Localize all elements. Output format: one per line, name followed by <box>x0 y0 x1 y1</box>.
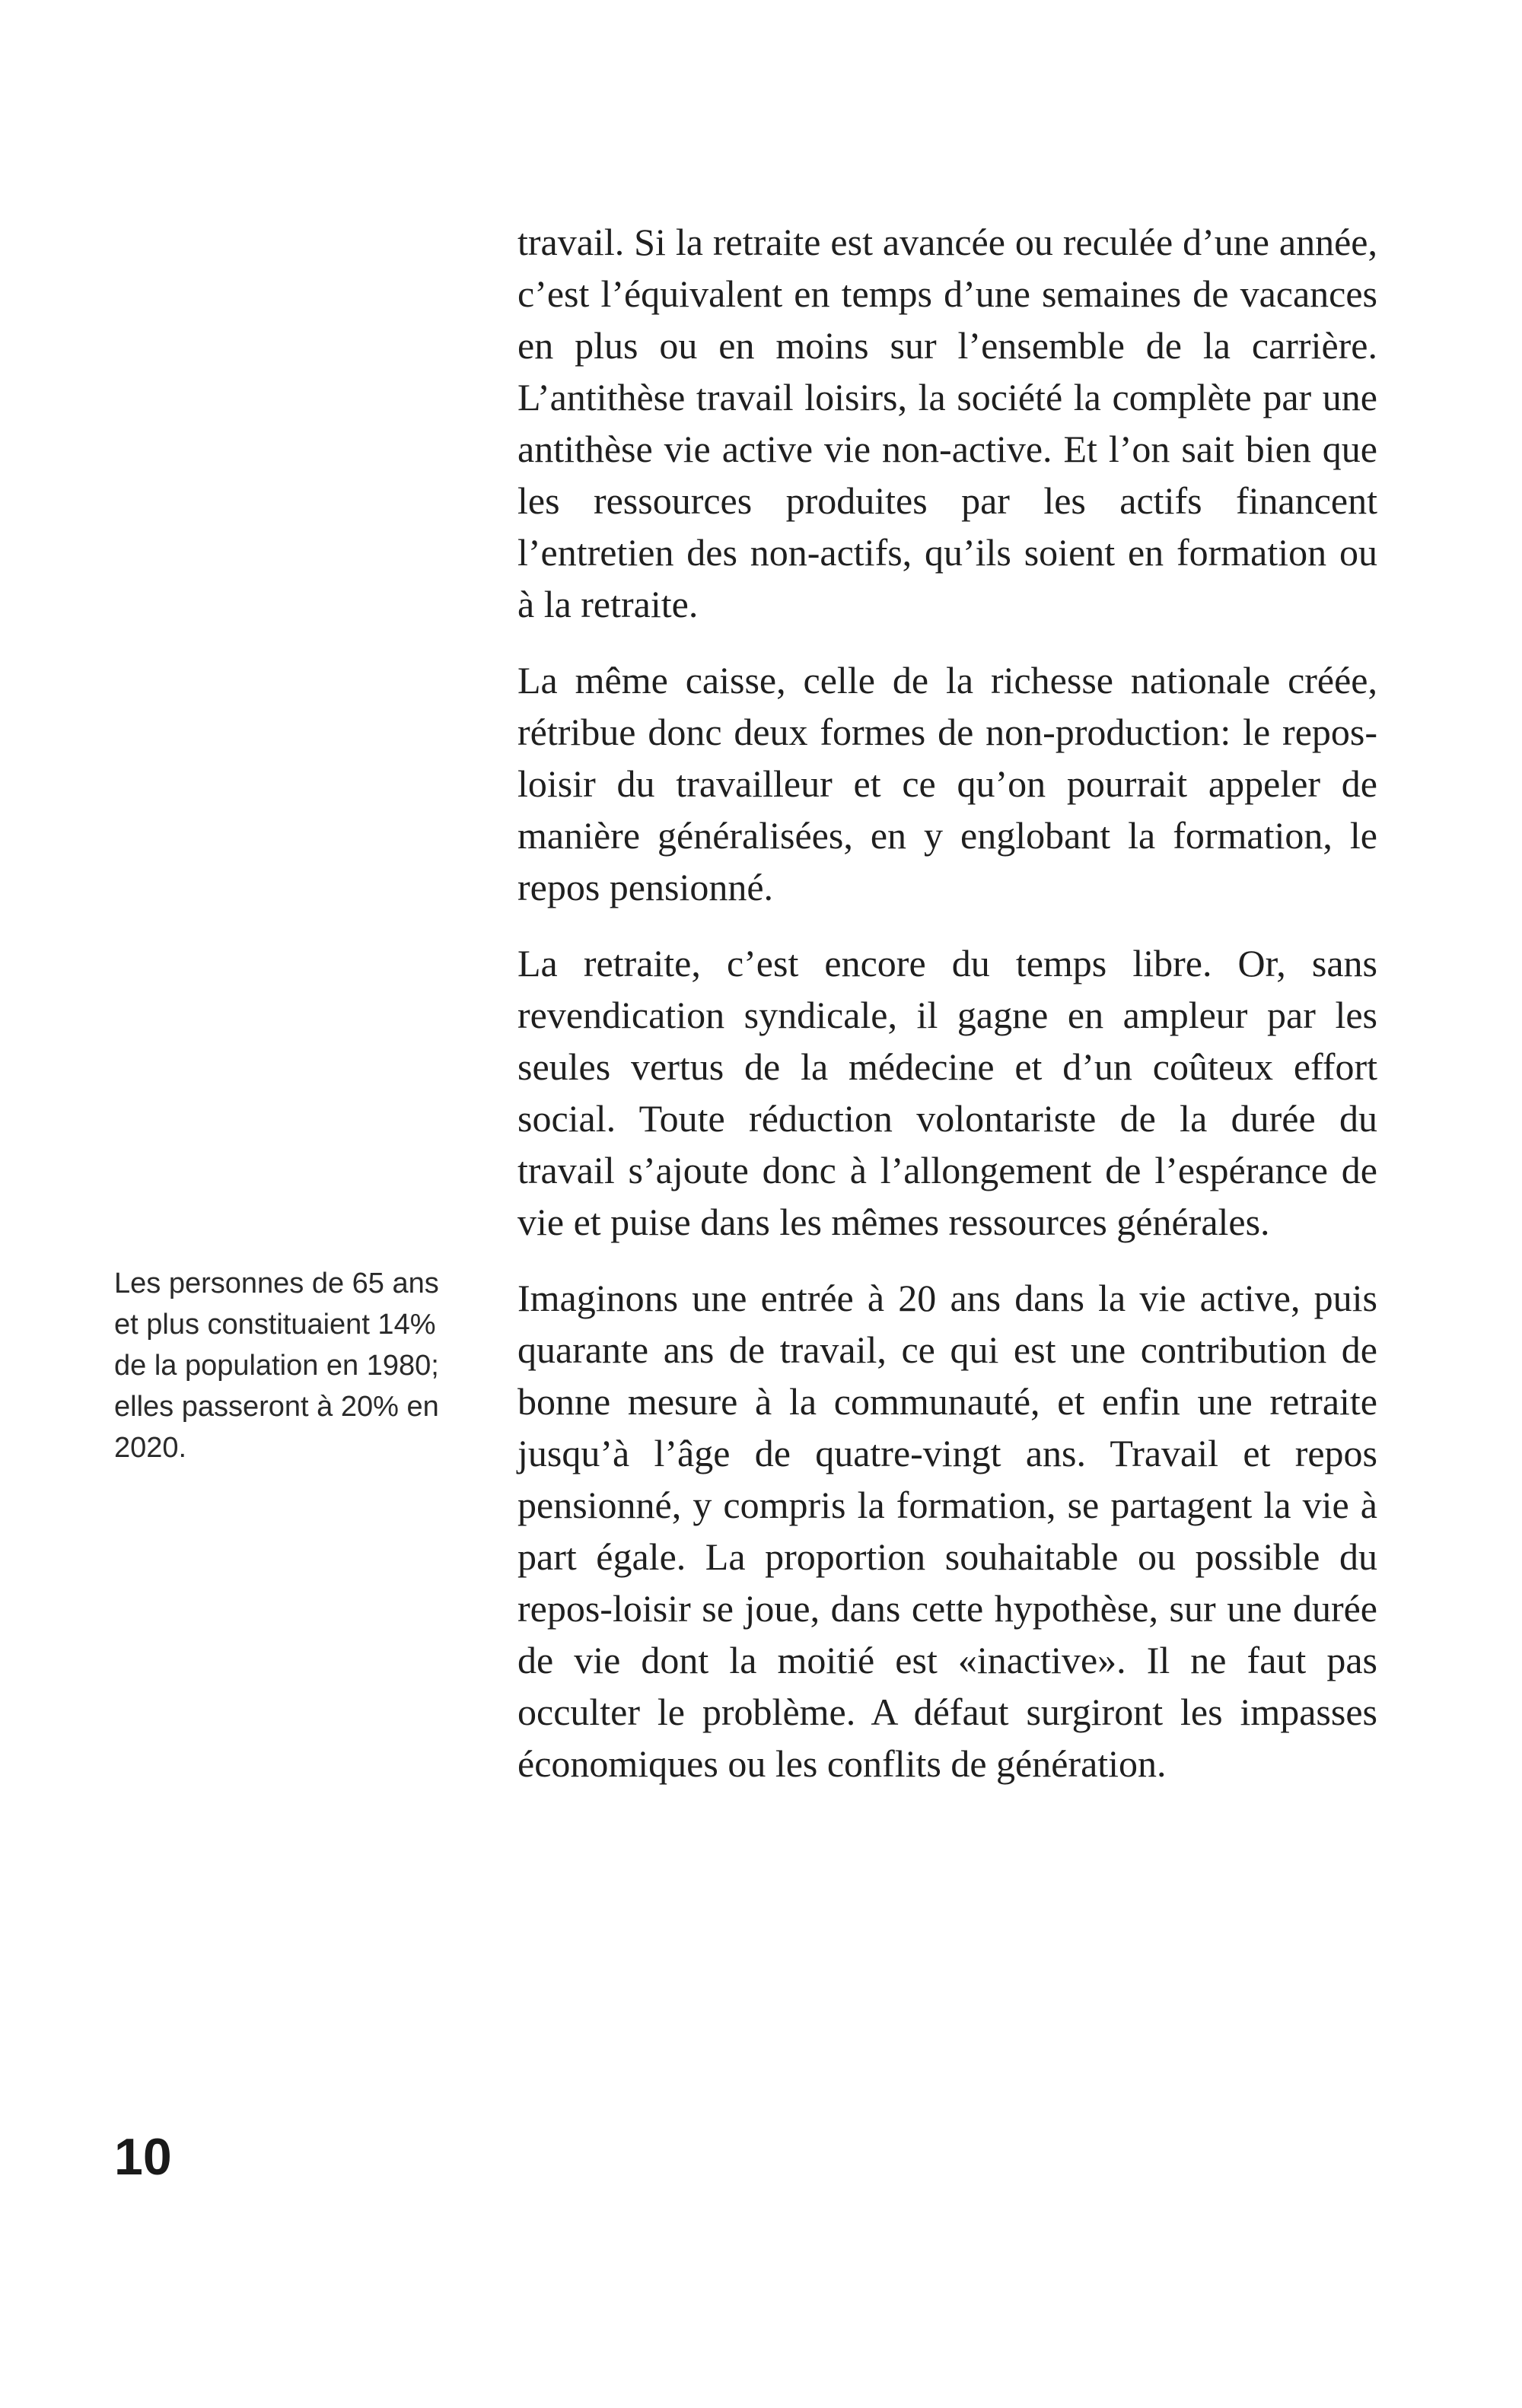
paragraph-1: travail. Si la retraite est avancée ou reculée d’une année, c’est l’équivalent en temps d’une semaines de vacances en plus ou en moins sur l’ensemble de la carrière. L’antithèse travail loisirs, la société la complète par une antithèse vie active vie non-active. Et l’on sait bien que les ressources produites par les actifs financent l’entretien des non-actifs, qu’ils soient en formation ou à la retraite. <box>517 221 1377 625</box>
paragraph-3: La retraite, c’est encore du temps libre. Or, sans revendication syndicale, il gagne en ampleur par les seules vertus de la médecine et d’un coûteux effort social. Toute réduction volontariste de la durée du travail s’ajoute donc à l’allongement de l’espérance de vie et puise dans les mêmes ressources générales. <box>517 942 1377 1243</box>
paragraph-2: La même caisse, celle de la richesse nationale créée, rétribue donc deux formes de non-production: le repos-loisir du travailleur et ce qu’on pourrait appeler de manière généralisées, en y englobant la formation, le repos pensionné. <box>517 659 1377 908</box>
margin-note: Les personnes de 65 ans et plus constituaient 14% de la population en 1980; elles passeront à 20% en 2020. <box>114 1268 439 1464</box>
page-number: 10 <box>114 2128 172 2186</box>
body-text <box>517 216 1377 1789</box>
paragraph-4: Imaginons une entrée à 20 ans dans la vie active, puis quarante ans de travail, ce qui est une contribution de bonne mesure à la communauté, et enfin une retraite jusqu’à l’âge de quatre-vingt ans. Travail et repos pensionné, y compris la formation, se partagent la vie à part égale. La proportion souhaitable ou possible du repos-loisir se joue, dans cette hypothèse, sur une durée de vie dont la moitié est «inactive». Il ne faut pas occulter le problème. A défaut surgiront les impasses économiques ou les conflits de génération. <box>517 1277 1377 1785</box>
